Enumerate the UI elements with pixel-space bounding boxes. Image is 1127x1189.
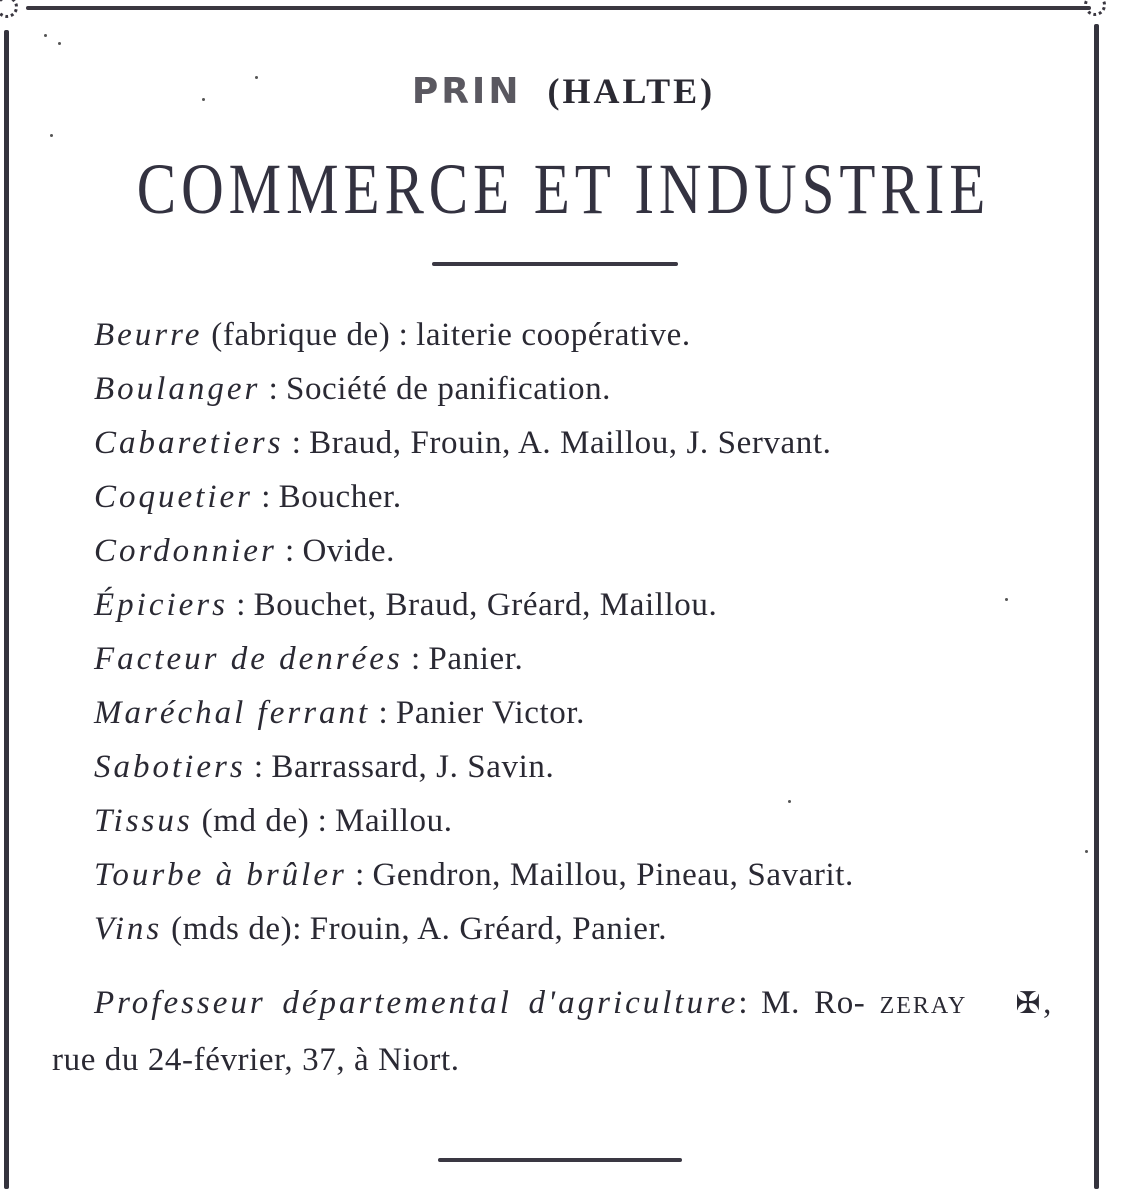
entry-qualifier: (mds de): [162, 911, 293, 947]
directory-entry: [52, 794, 1052, 848]
entry-value: Bouchet, Braud, Gréard, Maillou.: [253, 587, 718, 623]
entry-term: Sabotiers: [94, 749, 246, 785]
scan-speck: [788, 800, 791, 803]
entry-separator: :: [309, 803, 336, 839]
entry-separator: :: [402, 641, 429, 677]
entry-qualifier: (md de): [192, 803, 310, 839]
frame-border-top: [26, 6, 1091, 10]
scan-speck: [1005, 598, 1008, 601]
directory-entry: [52, 308, 1052, 362]
frame-border-left: [4, 30, 9, 1189]
entry-value: Ovide.: [302, 533, 395, 569]
entry-value: Braud, Frouin, A. Maillou, J. Servant.: [309, 425, 832, 461]
directory-entry: [52, 578, 1052, 632]
entry-value: Panier Victor.: [395, 695, 586, 731]
entry-separator: :: [260, 371, 286, 407]
divider-rule: [432, 262, 678, 266]
place-heading: [0, 70, 1127, 112]
professor-address: , rue du 24-février, 37, à Niort.: [52, 985, 1052, 1078]
scan-speck: [50, 134, 53, 137]
entry-value: Frouin, A. Gréard, Panier.: [309, 911, 668, 947]
directory-entry: [52, 362, 1052, 416]
scan-speck: [202, 98, 205, 101]
entry-term: Cordonnier: [94, 533, 277, 569]
entry-value: laiterie coopérative.: [416, 317, 691, 353]
divider-rule: [438, 1158, 682, 1162]
entry-term: Maréchal ferrant: [94, 695, 371, 731]
entry-separator: :: [245, 749, 272, 785]
place-qualifier: (HALTE): [547, 71, 716, 111]
directory-entry: [52, 632, 1052, 686]
entry-separator: :: [292, 911, 310, 947]
entry-value: Boucher.: [278, 479, 402, 515]
scan-speck: [44, 34, 47, 37]
entry-separator: :: [252, 479, 279, 515]
directory-entry: [52, 524, 1052, 578]
scan-speck: [1085, 850, 1088, 853]
entry-value: Société de panification.: [286, 371, 612, 407]
directory-entry: [52, 740, 1052, 794]
entry-term: Beurre: [94, 317, 203, 353]
entry-separator: :: [283, 425, 310, 461]
directory-entry: [52, 848, 1052, 902]
frame-border-right: [1094, 24, 1099, 1189]
entry-separator: :: [390, 317, 417, 353]
entry-separator: :: [227, 587, 254, 623]
entry-term: Professeur départemental d'agriculture: [94, 985, 739, 1021]
entry-term: Cabaretiers: [94, 425, 284, 461]
directory-entry: [52, 470, 1052, 524]
ornament-corner-icon: [0, 0, 18, 18]
place-name: PRIN: [411, 71, 522, 112]
scan-speck: [255, 76, 258, 79]
section-title: COMMERCE ET INDUSTRIE: [136, 149, 991, 229]
entry-value: Barrassard, J. Savin.: [271, 749, 555, 785]
entry-term: Coquetier: [94, 479, 253, 515]
legion-honneur-cross-icon: ✠: [1015, 987, 1042, 1020]
entry-term: Vins: [94, 911, 163, 947]
entry-term: Tourbe à brûler: [94, 857, 347, 893]
directory-entry: [52, 686, 1052, 740]
directory-entry: [52, 902, 1052, 956]
entry-value: Maillou.: [335, 803, 453, 839]
entry-separator: :: [370, 695, 396, 731]
entry-qualifier: (fabrique de): [202, 317, 391, 353]
professor-name-prefix: M. Ro-: [761, 985, 866, 1021]
scan-speck: [58, 42, 61, 45]
professor-entry: [52, 976, 1052, 1087]
entry-term: Épiciers: [94, 587, 228, 623]
entry-separator: :: [346, 857, 373, 893]
entry-separator: :: [276, 533, 303, 569]
entry-separator: :: [738, 985, 762, 1021]
professor-name-rest: ZERAY: [879, 993, 968, 1019]
entry-value: Gendron, Maillou, Pineau, Savarit.: [372, 857, 854, 893]
entry-term: Tissus: [94, 803, 193, 839]
directory-entry: [52, 416, 1052, 470]
directory-list: [52, 308, 1052, 1087]
entry-term: Boulanger: [94, 371, 261, 407]
entry-value: Panier.: [428, 641, 524, 677]
entry-term: Facteur de denrées: [94, 641, 403, 677]
